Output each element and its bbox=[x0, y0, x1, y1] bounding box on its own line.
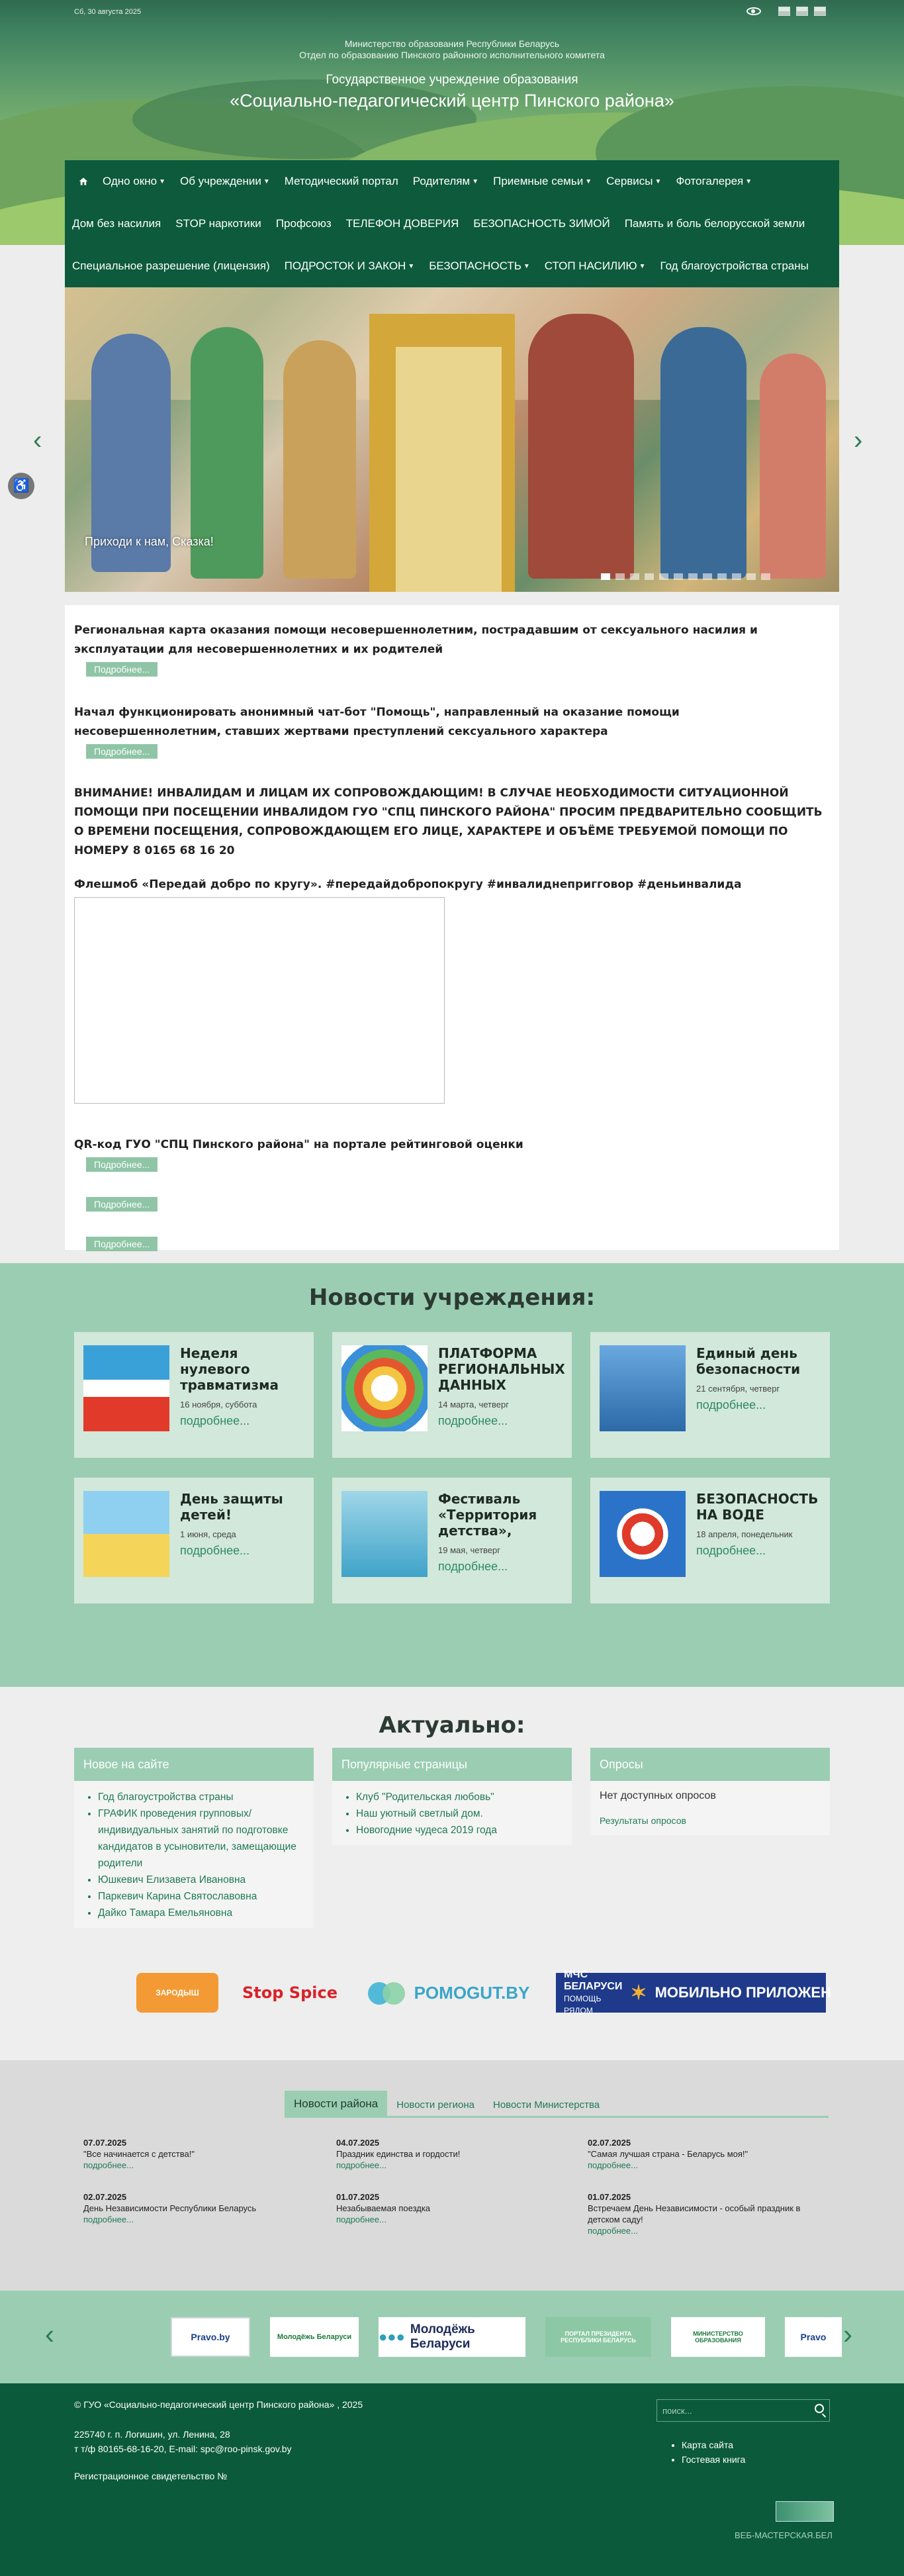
news-title[interactable]: ПЛАТФОРМА РЕГИОНАЛЬНЫХ ДАННЫХ bbox=[438, 1345, 565, 1393]
star-emblem-icon: ✶ bbox=[630, 1981, 647, 2004]
new-on-site-panel bbox=[74, 1748, 314, 1928]
slider-dot[interactable] bbox=[659, 573, 668, 580]
logo-link[interactable]: ●●● Молодёжь Беларуси bbox=[379, 2317, 525, 2357]
region-news-item[interactable] bbox=[588, 2191, 826, 2236]
ministry-name: Министерство образования Республики Беларусь bbox=[344, 38, 560, 49]
nav-row-2 bbox=[65, 203, 839, 245]
news-more-link[interactable]: подробнее... bbox=[696, 1544, 766, 1557]
polls-empty-text: Нет доступных опросов bbox=[600, 1790, 716, 1801]
list-item[interactable]: • Новогодние чудеса 2019 года bbox=[356, 1822, 563, 1838]
news-date: 01.07.2025 bbox=[588, 2192, 631, 2202]
popular-pages-panel bbox=[332, 1748, 572, 1845]
address: 225740 г. п. Логишин, ул. Ленина, 28 bbox=[74, 2429, 230, 2440]
read-more-button[interactable]: Подробнее... bbox=[86, 1237, 158, 1251]
nav-item-improvement-year[interactable]: Год благоустройства страны bbox=[660, 260, 809, 272]
list-item[interactable]: • ГРАФИК проведения групповых/индивидуальных занятий по подготовке кандидатов в усыновители, замещающие родители bbox=[98, 1805, 304, 1872]
news-title[interactable]: БЕЗОПАСНОСТЬ НА ВОДЕ bbox=[696, 1491, 819, 1523]
registration-cert: Регистрационное свидетельство № bbox=[74, 2471, 228, 2481]
actual-section-title: Актуально: bbox=[379, 1712, 525, 1739]
news-thumbnail[interactable] bbox=[83, 1491, 169, 1577]
news-more-link[interactable]: подробнее... bbox=[438, 1560, 508, 1573]
news-card[interactable] bbox=[332, 1478, 572, 1603]
news-date: 14 марта, четверг bbox=[438, 1400, 509, 1409]
nav-item-stop-violence[interactable]: СТОП НАСИЛИЮ ▼ bbox=[544, 260, 646, 272]
region-news-item[interactable] bbox=[83, 2137, 322, 2171]
partner-banner[interactable]: МЧС БЕЛАРУСИ ПОМОЩЬ РЯДОМ ✶ МОБИЛЬНО ПРИЛОЖЕН bbox=[556, 1973, 826, 2013]
news-date: 02.07.2025 bbox=[83, 2192, 127, 2202]
announcement-title[interactable]: QR-код ГУО "СПЦ Пинского района" на портале рейтинговой оценки bbox=[74, 1138, 523, 1151]
slider-dot[interactable] bbox=[688, 573, 698, 580]
nav-item-methodical[interactable]: Методический портал bbox=[284, 175, 398, 187]
news-tabs bbox=[285, 2091, 829, 2118]
news-more-link[interactable]: подробнее... bbox=[83, 2215, 134, 2224]
region-news bbox=[0, 2060, 904, 2291]
footer-links bbox=[670, 2438, 745, 2467]
chevron-down-icon: ▼ bbox=[408, 262, 415, 270]
news-more-link[interactable]: подробнее... bbox=[180, 1414, 250, 1427]
news-date: 02.07.2025 bbox=[588, 2138, 631, 2148]
chevron-down-icon: ▼ bbox=[472, 177, 479, 185]
announcement-title[interactable]: Региональная карта оказания помощи несовершеннолетним, пострадавшим от сексуального насилия и эксплуатации для несовершеннолетних и их родителей bbox=[74, 624, 758, 656]
read-more-button[interactable]: Подробнее... bbox=[86, 1197, 158, 1212]
panel-header: Новое на сайте bbox=[74, 1748, 314, 1781]
new-items-list bbox=[74, 1781, 314, 1928]
pomogut-logo-icon bbox=[368, 1977, 408, 2009]
chevron-down-icon: ▼ bbox=[263, 177, 270, 185]
news-more-link[interactable]: подробнее... bbox=[83, 2160, 134, 2170]
news-date: 07.07.2025 bbox=[83, 2138, 127, 2148]
news-date: 21 сентября, четверг bbox=[696, 1384, 780, 1394]
header-tools bbox=[746, 7, 826, 16]
news-date: 19 мая, четверг bbox=[438, 1545, 500, 1555]
department-name: Отдел по образованию Пинского районного исполнительного комитета bbox=[299, 50, 605, 60]
news-card[interactable] bbox=[332, 1332, 572, 1458]
accessibility-icon[interactable]: ♿ bbox=[8, 473, 34, 499]
nav-item-license[interactable]: Специальное разрешение (лицензия) bbox=[72, 260, 270, 272]
video-embed[interactable] bbox=[74, 897, 445, 1104]
list-item[interactable]: • Клуб "Родительская любовь" bbox=[356, 1789, 563, 1805]
ministry-block bbox=[0, 38, 904, 61]
news-card[interactable] bbox=[74, 1478, 314, 1603]
news-title[interactable]: Фестиваль «Территория детства», bbox=[438, 1491, 537, 1539]
region-news-item[interactable] bbox=[336, 2191, 574, 2225]
news-thumbnail[interactable] bbox=[83, 1345, 169, 1431]
announcement-title[interactable]: Начал функционировать анонимный чат-бот "Помощь", направленный на оказание помощи несовершеннолетним, ставших жертвами преступлений сексуального характера bbox=[74, 706, 680, 738]
dots-logo-icon: ●●● bbox=[379, 2328, 405, 2345]
low-vision-icon[interactable] bbox=[746, 7, 761, 15]
nav-item-parents[interactable]: Родителям ▼ bbox=[412, 175, 479, 187]
news-title[interactable]: Встречаем День Независимости - особый праздник в детском саду! bbox=[588, 2203, 801, 2224]
chevron-down-icon: ▼ bbox=[655, 177, 662, 185]
news-thumbnail[interactable] bbox=[341, 1345, 428, 1431]
sitemap-link[interactable]: • Карта сайта bbox=[682, 2438, 745, 2452]
search-icon[interactable] bbox=[815, 2404, 824, 2413]
slider-prev-arrow-icon[interactable]: ‹ bbox=[33, 426, 42, 455]
logo-link[interactable]: Молодёжь Беларуси bbox=[270, 2317, 359, 2357]
news-thumbnail[interactable] bbox=[341, 1491, 428, 1577]
tab-ministry-news[interactable]: Новости Министерства bbox=[492, 2099, 600, 2111]
tab-region-news[interactable]: Новости региона bbox=[396, 2099, 475, 2111]
list-item[interactable]: • Юшкевич Елизавета Ивановна bbox=[98, 1872, 304, 1888]
current-date: Сб, 30 августа 2025 bbox=[74, 8, 142, 16]
webmaster-link[interactable]: ВЕБ-МАСТЕРСКАЯ.БЕЛ bbox=[735, 2530, 833, 2540]
photo-slider[interactable] bbox=[65, 287, 839, 592]
nav-item-hotline[interactable]: ТЕЛЕФОН ДОВЕРИЯ bbox=[345, 217, 459, 230]
slider-dot[interactable] bbox=[630, 573, 639, 580]
nav-item-safety[interactable]: БЕЗОПАСНОСТЬ ▼ bbox=[429, 260, 530, 272]
read-more-button[interactable]: Подробнее... bbox=[86, 744, 158, 759]
announcements bbox=[65, 605, 839, 1250]
logo-link[interactable]: Pravo.by bbox=[171, 2317, 250, 2357]
slider-pagination bbox=[601, 573, 770, 580]
news-more-link[interactable]: подробнее... bbox=[438, 1414, 508, 1427]
popular-items-list bbox=[332, 1781, 572, 1845]
footer bbox=[0, 2383, 904, 2576]
news-more-link[interactable]: подробнее... bbox=[588, 2160, 638, 2170]
nav-item-services[interactable]: Сервисы ▼ bbox=[606, 175, 662, 187]
slide-caption: Приходи к нам, Сказка! bbox=[85, 535, 214, 548]
logo-link[interactable]: МИНИСТЕРСТВО ОБРАЗОВАНИЯ bbox=[671, 2317, 765, 2357]
news-date: 04.07.2025 bbox=[336, 2138, 380, 2148]
partner-banner[interactable]: ЗАРОДЫШ bbox=[136, 1973, 218, 2013]
announcement-title[interactable]: ВНИМАНИЕ! ИНВАЛИДАМ И ЛИЦАМ ИХ СОПРОВОЖДАЮЩИМ! В СЛУЧАЕ НЕОБХОДИМОСТИ СИТУАЦИОННОЙ ПОМОЩИ ПРИ ПОСЕЩЕНИИ ИНВАЛИДОМ ГУО "СПЦ ПИНСКОГО РАЙОНА" ПРОСИМ ПРЕДВАРИТЕЛЬНО СООБЩИТЬ О ВРЕМЕНИ ПОСЕЩЕНИЯ, СОПРОВОЖДАЮЩЕМ ЕГО ЛИЦЕ, ХАРАКТЕРЕ И ОБЪЁМЕ ТРЕБУЕМОЙ ПОМОЩИ ПО НОМЕРУ 8 0165 68 16 20 bbox=[74, 787, 823, 857]
visit-counter[interactable] bbox=[776, 2501, 834, 2522]
language-switcher bbox=[778, 7, 826, 16]
site-title[interactable]: «Социально-педагогический центр Пинского района» bbox=[230, 91, 674, 111]
nav-item-photo-gallery[interactable]: Фотогалерея ▼ bbox=[676, 175, 752, 187]
nav-row-3 bbox=[65, 245, 839, 287]
slider-dot[interactable] bbox=[645, 573, 654, 580]
phone-email: т т/ф 80165-68-16-20, E-mail: spc@roo-pinsk.gov.by bbox=[74, 2444, 292, 2454]
chevron-down-icon: ▼ bbox=[159, 177, 165, 185]
nav-item-stop-drugs[interactable]: STOP наркотики bbox=[175, 217, 261, 230]
news-title[interactable]: "Все начинается с детства!" bbox=[83, 2149, 195, 2159]
site-search bbox=[656, 2399, 830, 2422]
nav-item-foster-families[interactable]: Приемные семьи ▼ bbox=[493, 175, 592, 187]
slider-dot[interactable] bbox=[717, 573, 727, 580]
news-card[interactable] bbox=[590, 1478, 830, 1603]
news-card[interactable] bbox=[590, 1332, 830, 1458]
panel-header: Опросы bbox=[590, 1748, 830, 1781]
slider-dot[interactable] bbox=[703, 573, 712, 580]
logo-link[interactable]: Pravo bbox=[785, 2317, 842, 2357]
chevron-down-icon: ▼ bbox=[585, 177, 592, 185]
news-card[interactable] bbox=[74, 1332, 314, 1458]
announcement-title[interactable]: Флешмоб «Передай добро по кругу». #передайдобропокругу #инвалиднепригговор #деньинвалида bbox=[74, 878, 742, 891]
nav-item-one-window[interactable]: Одно окно ▼ bbox=[103, 175, 165, 187]
guestbook-link[interactable]: • Гостевая книга bbox=[682, 2452, 745, 2467]
read-more-button[interactable]: Подробнее... bbox=[86, 662, 158, 677]
news-section-title: Новости учреждения: bbox=[308, 1284, 596, 1311]
news-more-link[interactable]: подробнее... bbox=[696, 1398, 766, 1411]
news-title[interactable]: Незабываемая поездка bbox=[336, 2203, 431, 2213]
language-flag-icon[interactable] bbox=[814, 7, 826, 16]
language-flag-icon[interactable] bbox=[778, 7, 790, 16]
slider-dot[interactable] bbox=[761, 573, 770, 580]
useful-links-carousel bbox=[0, 2291, 904, 2383]
list-item[interactable]: • Паркевич Карина Святославовна bbox=[98, 1888, 304, 1905]
chevron-down-icon: ▼ bbox=[745, 177, 752, 185]
list-item[interactable]: • Год благоустройства страны bbox=[98, 1789, 304, 1805]
region-news-item[interactable] bbox=[588, 2137, 826, 2171]
tab-district-news[interactable]: Новости района bbox=[285, 2091, 387, 2116]
nav-item-winter-safety[interactable]: БЕЗОПАСНОСТЬ ЗИМОЙ bbox=[473, 217, 610, 230]
news-date: 18 апреля, понедельник bbox=[696, 1529, 793, 1539]
region-news-item[interactable] bbox=[336, 2137, 574, 2171]
search-input[interactable] bbox=[657, 2400, 803, 2421]
news-date: 16 ноября, суббота bbox=[180, 1400, 257, 1409]
partner-banners bbox=[136, 1969, 831, 2015]
news-date: 1 июня, среда bbox=[180, 1529, 236, 1539]
news-date: 01.07.2025 bbox=[336, 2192, 380, 2202]
list-item[interactable]: • Дайко Тамара Емельяновна bbox=[98, 1905, 304, 1921]
poll-results-link[interactable]: Результаты опросов bbox=[600, 1815, 686, 1826]
news-more-link[interactable]: подробнее... bbox=[588, 2226, 638, 2236]
nav-row-1 bbox=[65, 160, 839, 203]
news-title[interactable]: Неделя нулевого травматизма bbox=[180, 1345, 279, 1393]
partner-banner[interactable]: Stop Spice bbox=[242, 1983, 338, 2002]
logo-row bbox=[171, 2317, 842, 2357]
nav-item-about[interactable]: Об учреждении ▼ bbox=[179, 175, 270, 187]
region-news-item[interactable] bbox=[83, 2191, 322, 2225]
news-title[interactable]: Единый день безопасности bbox=[696, 1345, 801, 1377]
main-navigation bbox=[65, 160, 839, 287]
news-thumbnail[interactable] bbox=[600, 1345, 686, 1431]
news-title[interactable]: День защиты детей! bbox=[180, 1491, 283, 1523]
list-item[interactable]: • Наш уютный светлый дом. bbox=[356, 1805, 563, 1822]
home-icon[interactable] bbox=[71, 175, 95, 187]
slider-dot[interactable] bbox=[732, 573, 741, 580]
polls-panel bbox=[590, 1748, 830, 1835]
slider-dot[interactable] bbox=[601, 573, 610, 580]
slider-dot[interactable] bbox=[746, 573, 756, 580]
panel-header: Популярные страницы bbox=[332, 1748, 572, 1781]
logo-link[interactable]: ПОРТАЛ ПРЕЗИДЕНТА РЕСПУБЛИКИ БЕЛАРУСЬ bbox=[545, 2317, 651, 2357]
news-title[interactable]: День Независимости Республики Беларусь bbox=[83, 2203, 257, 2213]
language-flag-icon[interactable] bbox=[796, 7, 808, 16]
news-more-link[interactable]: подробнее... bbox=[336, 2160, 386, 2170]
slider-dot[interactable] bbox=[615, 573, 625, 580]
news-more-link[interactable]: подробнее... bbox=[336, 2215, 386, 2224]
chevron-down-icon: ▼ bbox=[523, 262, 530, 270]
news-thumbnail[interactable] bbox=[600, 1491, 686, 1577]
nav-item-no-violence[interactable]: Дом без насилия bbox=[72, 217, 161, 230]
contact-info bbox=[74, 2427, 292, 2456]
news-more-link[interactable]: подробнее... bbox=[180, 1544, 250, 1557]
copyright: © ГУО «Социально-педагогический центр Пинского района» , 2025 bbox=[74, 2399, 363, 2410]
org-type: Государственное учреждение образования bbox=[326, 73, 578, 87]
nav-item-memory[interactable]: Память и боль белорусской земли bbox=[624, 217, 805, 230]
carousel-prev-arrow-icon[interactable]: ‹ bbox=[45, 2318, 54, 2350]
nav-item-trade-union[interactable]: Профсоюз bbox=[275, 217, 332, 230]
chevron-down-icon: ▼ bbox=[639, 262, 646, 270]
partner-banner[interactable]: POMOGUT.BY bbox=[361, 1973, 536, 2013]
institution-news bbox=[0, 1263, 904, 1687]
nav-item-teen-law[interactable]: ПОДРОСТОК И ЗАКОН ▼ bbox=[284, 260, 415, 272]
slider-next-arrow-icon[interactable]: › bbox=[854, 426, 863, 455]
read-more-button[interactable]: Подробнее... bbox=[86, 1157, 158, 1172]
slider-dot[interactable] bbox=[674, 573, 683, 580]
news-title[interactable]: "Самая лучшая страна - Беларусь моя!" bbox=[588, 2149, 748, 2159]
carousel-next-arrow-icon[interactable]: › bbox=[843, 2318, 852, 2350]
news-title[interactable]: Праздник единства и гордости! bbox=[336, 2149, 461, 2159]
